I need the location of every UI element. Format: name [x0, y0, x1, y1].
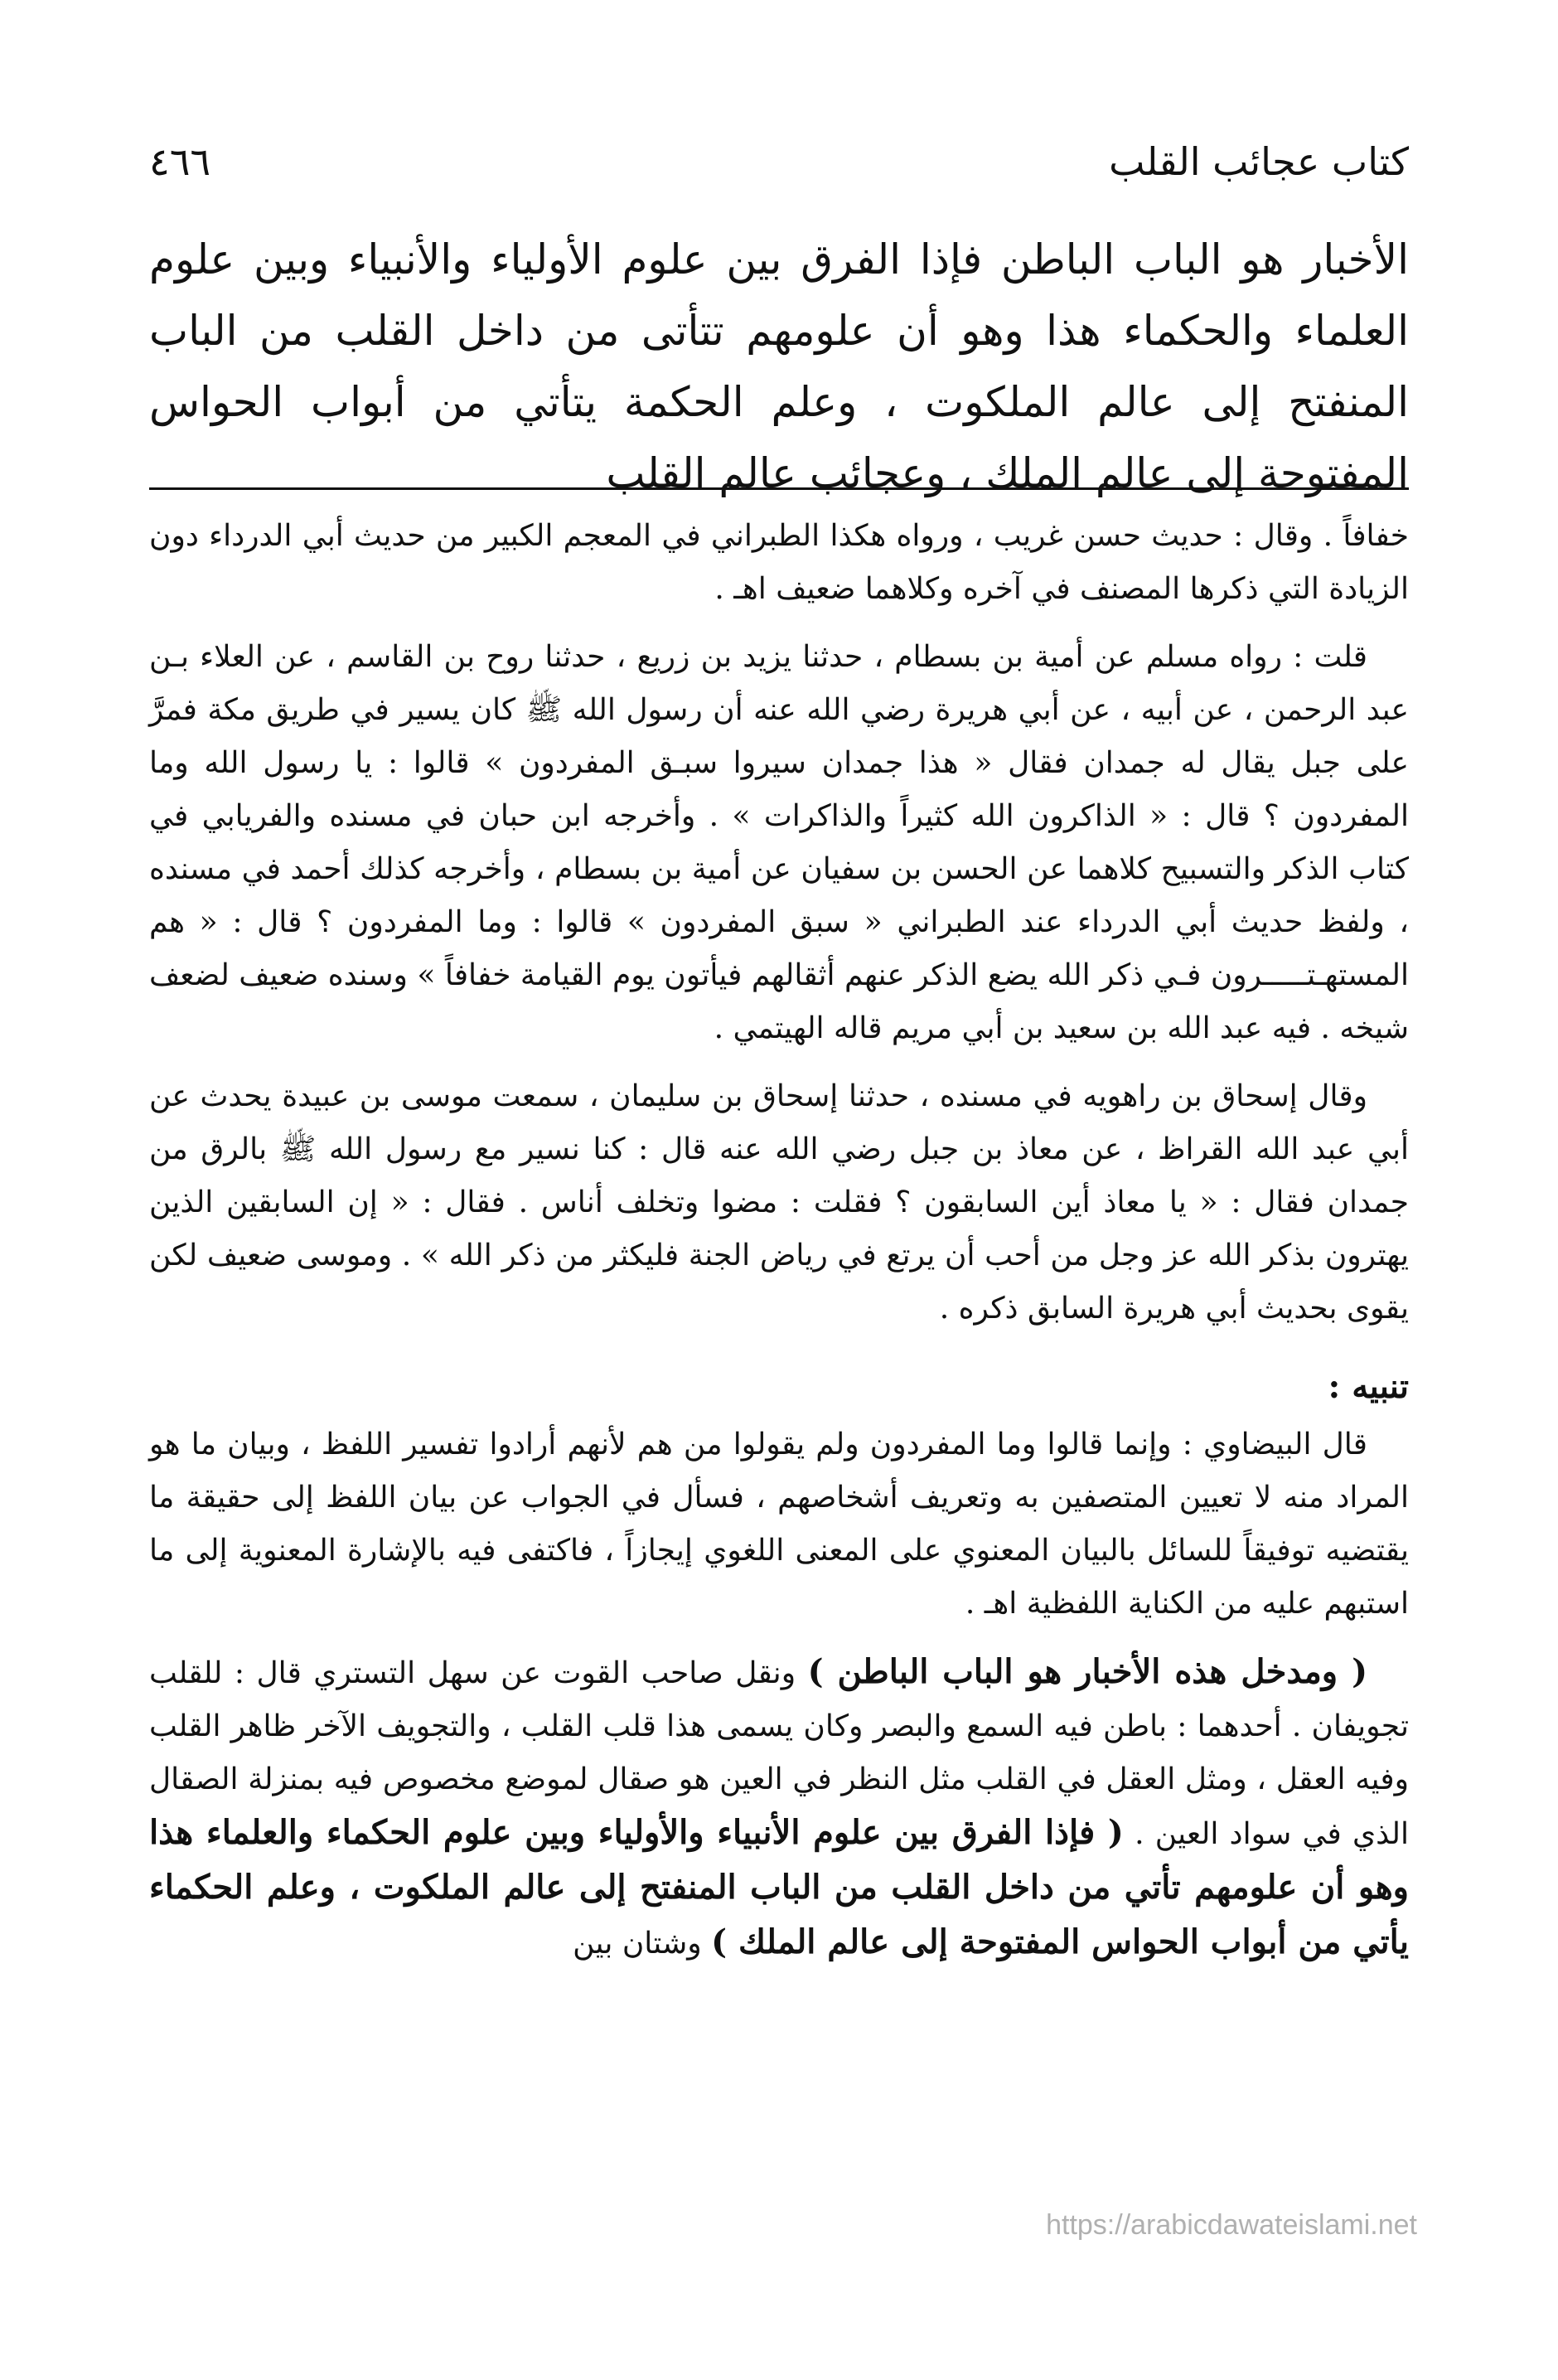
main-paragraph: الأخبار هو الباب الباطن فإذا الفرق بين علوم الأولياء والأنبياء وبين علوم العلماء والحكماء هذا وهو أن علومهم تتأتى من داخل القلب من الباب المنفتح إلى عالم الملكوت ، وعلم الحكمة يتأتي من أبواب الحواس المفتوحة إلى عالم الملك ، وعجائب عالم القلب [149, 235, 1409, 497]
page-number: ٤٦٦ [149, 139, 211, 184]
quoted-phrase-2: ( فإذا الفرق بين علوم الأنبياء والأولياء وبين علوم الحكماء والعلماء هذا وهو أن علومهم تأتي من داخل القلب من الباب المنفتح إلى عالم الملكوت ، وعلم الحكماء يأتي من أبواب الحواس المفتوحة إلى عالم الملك ) [149, 1813, 1409, 1961]
note-heading: تنبيه : [1328, 1367, 1409, 1406]
commentary-text-2: وشتان بين [573, 1927, 712, 1961]
footnote-paragraph-2: قلت : رواه مسلم عن أمية بن بسطام ، حدثنا يزيد بن زريع ، حدثنا روح بن القاسم ، عن العلاء بـن عبد الرحمن ، عن أبيه ، عن أبي هريرة رضي الله عنه أن رسول الله ﷺ كان يسير في طريق مكة فمرَّ على جبل يقال له جمدان فقال « هذا جمدان سيروا سبـق المفردون » قالوا : يا رسول الله وما المفردون ؟ قال : « الذاكرون الله كثيراً والذاكرات » . وأخرجه ابن حبان في مسنده والفريابي في كتاب الذكر والتسبيح كلاهما عن الحسن بن سفيان عن أمية بن بسطام ، وأخرجه كذلك أحمد في مسنده ، ولفظ حديث أبي الدرداء عند الطبراني « سبق المفردون » قالوا : وما المفردون ؟ قال : « هم المستهـتـــــرون فـي ذكر الله يضع الذكر عنهم أثقالهم فيأتون يوم القيامة خفافاً » وسنده ضعيف لضعف شيخه . فيه عبد الله بن سعيد بن أبي مريم قاله الهيتمي . [149, 640, 1409, 1045]
quoted-phrase-1: ( ومدخل هذه الأخبار هو الباب الباطن ) [807, 1652, 1367, 1691]
watermark-url: https://arabicdawateislami.net [1046, 2209, 1417, 2241]
footnote-paragraph-1: خفافاً . وقال : حديث حسن غريب ، ورواه هكذا الطبراني في المعجم الكبير من حديث أبي الدرداء دون الزيادة التي ذكرها المصنف في آخره وكلاهما ضعيف اهـ . [149, 519, 1409, 606]
main-text-block [149, 224, 1409, 509]
page-header [149, 133, 1409, 191]
footnotes-block [149, 510, 1409, 1985]
footnote-divider [149, 487, 1409, 490]
footnote-paragraph-4: قال البيضاوي : وإنما قالوا وما المفردون ولم يقولوا من هم لأنهم أرادوا تفسير اللفظ ، وبيان ما هو المراد منه لا تعيين المتصفين به وتعريف أشخاصهم ، فسأل في الجواب عن بيان اللفظ إلى حقيقة ما يقتضيه توفيقاً للسائل بالبيان المعنوي على المعنى اللغوي إيجازاً ، فاكتفى فيه بالإشارة المعنوية إلى ما استبهم عليه من الكناية اللفظية اهـ . [149, 1428, 1409, 1621]
book-title: كتاب عجائب القلب [1109, 139, 1409, 184]
footnote-paragraph-3: وقال إسحاق بن راهويه في مسنده ، حدثنا إسحاق بن سليمان ، سمعت موسى بن عبيدة يحدث عن أبي عبد الله القراظ ، عن معاذ بن جبل رضي الله عنه قال : كنا نسير مع رسول الله ﷺ بالرق من جمدان فقال : « يا معاذ أين السابقون ؟ فقلت : مضوا وتخلف أناس . فقال : « إن السابقين الذين يهترون بذكر الله عز وجل من أحب أن يرتع في رياض الجنة فليكثر من ذكر الله » . وموسى ضعيف لكن يقوى بحديث أبي هريرة السابق ذكره . [149, 1079, 1409, 1326]
commentary-text-1: ونقل صاحب القوت عن سهل التستري قال : للقلب تجويفان . أحدهما : باطن فيه السمع والبصر وكان يسمى هذا قلب القلب ، والتجويف الآخر ظاهر القلب وفيه العقل ، ومثل العقل في القلب مثل النظر في العين هو صقال لموضع مخصوص فيه بمنزلة الصقال الذي في سواد العين . [149, 1656, 1410, 1851]
footnote-paragraph-5 [149, 1646, 1409, 1970]
